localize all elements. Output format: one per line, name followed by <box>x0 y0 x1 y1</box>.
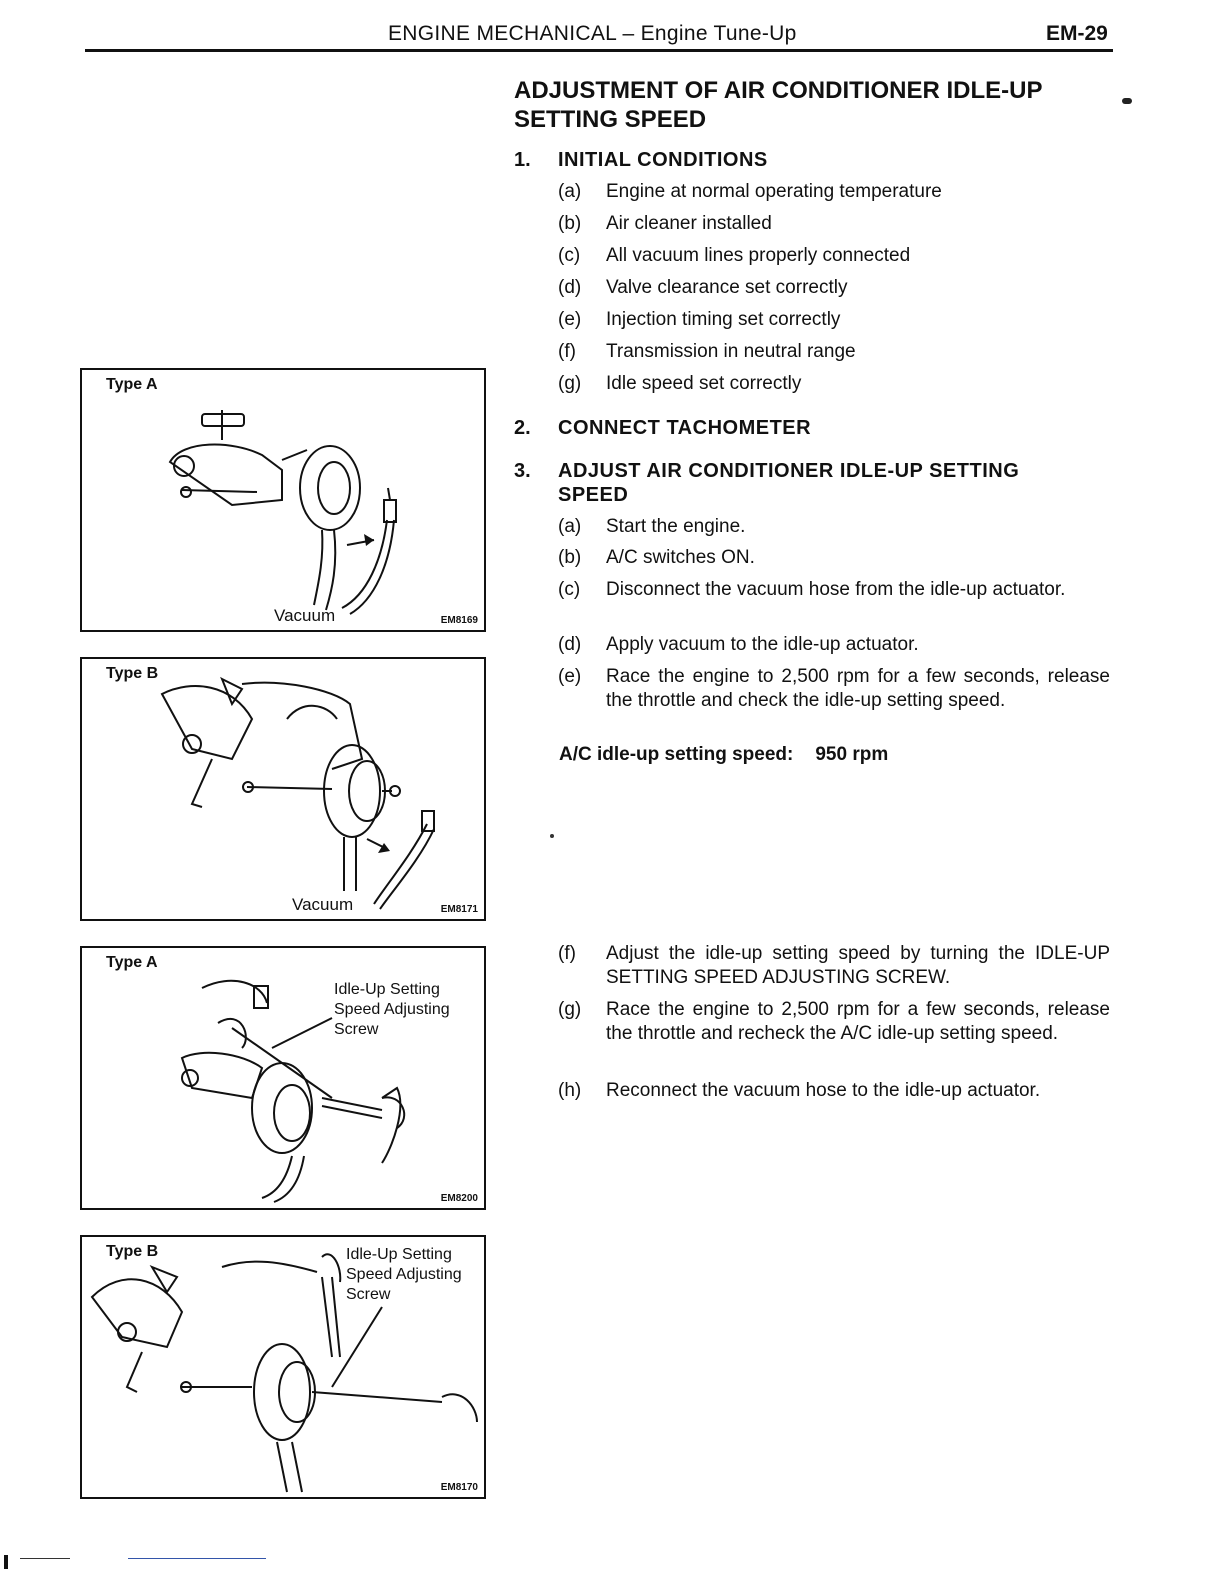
figure-code: EM8170 <box>440 1482 478 1493</box>
step-title: INITIAL CONDITIONS <box>558 149 768 171</box>
item-text: All vacuum lines properly connected <box>606 245 911 266</box>
vacuum-actuator-illustration-icon <box>82 370 484 630</box>
figure-type-b-vacuum <box>80 657 486 921</box>
step-number: 2. <box>514 417 531 439</box>
vacuum-label: Vacuum <box>292 895 354 914</box>
item-text: Air cleaner installed <box>606 213 772 234</box>
item-text: Apply vacuum to the idle-up actuator. <box>606 634 919 655</box>
item-text: A/C switches ON. <box>606 547 755 568</box>
item-label: (a) <box>558 181 582 202</box>
scan-mark <box>20 1558 70 1559</box>
figure-type-a-vacuum <box>80 368 486 632</box>
scan-mark <box>550 834 554 838</box>
callout-text: Idle-Up Setting Speed Adjusting Screw <box>346 1246 462 1303</box>
item-text: Adjust the idle-up setting speed by turning the IDLE-UP SETTING SPEED ADJUSTING SCREW. <box>606 943 1110 988</box>
item-text: Start the engine. <box>606 516 746 537</box>
spec-value: 950 rpm <box>815 744 889 765</box>
item-text: Race the engine to 2,500 rpm for a few seconds, release the throttle and check the idle-up setting speed. <box>606 666 1110 711</box>
header-rule <box>85 49 1113 52</box>
spec-label: A/C idle-up setting speed: <box>559 744 794 765</box>
scan-mark <box>128 1558 266 1559</box>
item-label: (f) <box>558 943 576 964</box>
section-title: ADJUSTMENT OF AIR CONDITIONER IDLE-UP SETTING SPEED <box>514 77 1043 133</box>
item-text: Engine at normal operating temperature <box>606 181 942 202</box>
callout-label <box>346 1245 496 1305</box>
figure-type-label: Type B <box>106 1243 159 1260</box>
item-label: (c) <box>558 579 581 600</box>
item-label: (g) <box>558 999 582 1020</box>
item-label: (e) <box>558 309 582 330</box>
figure-type-label: Type A <box>106 954 158 971</box>
item-text: Reconnect the vacuum hose to the idle-up actuator. <box>606 1080 1041 1101</box>
item-text: Injection timing set correctly <box>606 309 841 330</box>
step-number: 1. <box>514 149 531 171</box>
callout-text: Idle-Up Setting Speed Adjusting Screw <box>334 981 450 1038</box>
item-label: (g) <box>558 373 582 394</box>
item-label: (f) <box>558 341 576 362</box>
figure-code: EM8169 <box>440 615 478 626</box>
item-label: (b) <box>558 213 582 234</box>
scan-mark <box>4 1555 8 1569</box>
vacuum-label: Vacuum <box>274 606 336 625</box>
figure-code: EM8171 <box>440 904 478 915</box>
callout-label <box>334 980 484 1040</box>
item-text: Transmission in neutral range <box>606 341 856 362</box>
item-label: (e) <box>558 666 582 687</box>
item-text: Valve clearance set correctly <box>606 277 848 298</box>
item-label: (d) <box>558 634 582 655</box>
item-label: (c) <box>558 245 581 266</box>
item-text: Race the engine to 2,500 rpm for a few seconds, release the throttle and recheck the A/C idle-up setting speed. <box>606 999 1110 1044</box>
step-number: 3. <box>514 460 531 482</box>
figure-type-a-screw <box>80 946 486 1210</box>
spec-line <box>559 744 888 766</box>
vacuum-actuator-illustration-icon <box>82 659 484 919</box>
header-title: ENGINE MECHANICAL – Engine Tune-Up <box>388 22 797 45</box>
item-label: (h) <box>558 1080 582 1101</box>
step-title: CONNECT TACHOMETER <box>558 417 812 439</box>
figure-code: EM8200 <box>440 1193 478 1204</box>
item-label: (d) <box>558 277 582 298</box>
item-label: (a) <box>558 516 582 537</box>
step-title: ADJUST AIR CONDITIONER IDLE-UP SETTING SPEED <box>558 460 1020 506</box>
page-number: EM-29 <box>1046 22 1108 45</box>
figure-type-label: Type B <box>106 665 159 682</box>
item-text: Idle speed set correctly <box>606 373 802 394</box>
item-label: (b) <box>558 547 582 568</box>
scan-mark <box>1122 98 1132 104</box>
item-text: Disconnect the vacuum hose from the idle-up actuator. <box>606 579 1066 600</box>
figure-type-b-screw <box>80 1235 486 1499</box>
figure-type-label: Type A <box>106 376 158 393</box>
